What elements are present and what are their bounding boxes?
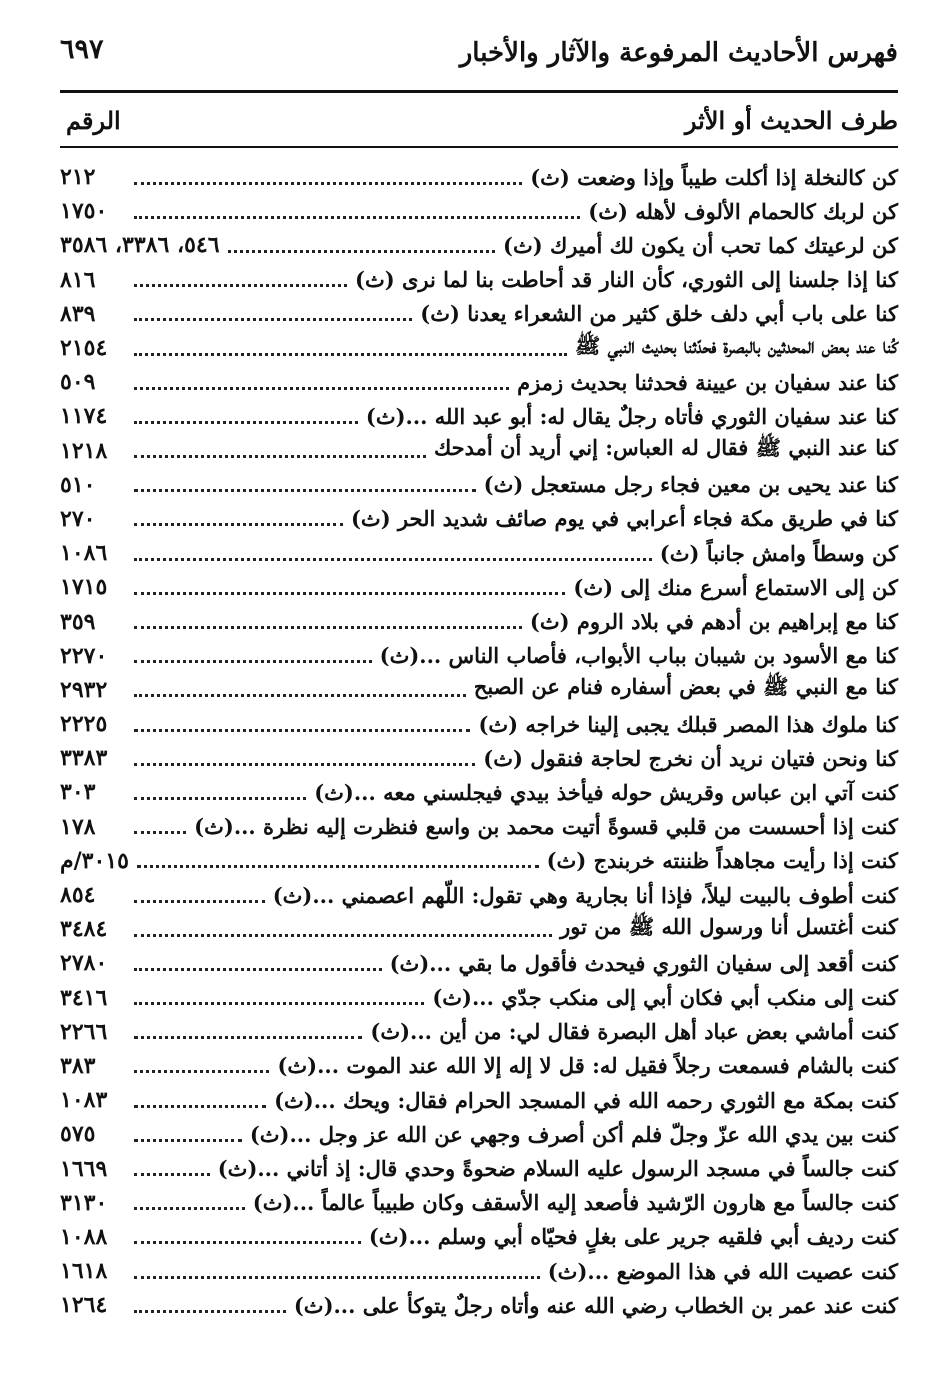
dot-leader <box>134 353 567 356</box>
dot-leader <box>134 489 476 492</box>
dot-leader <box>134 968 382 971</box>
entry-number: ١٠٨٨ <box>60 1223 108 1250</box>
entry-number: ١٢٦٤ <box>60 1292 108 1319</box>
entry-text: كنت آتي ابن عباس وقريش حوله فيأخذ بيدي فيجلسني معه ...(ث) <box>314 779 898 805</box>
entry-text: كنت جالساً مع هارون الرّشيد فأصعد إليه الأسقف وكان طبيباً عالماً ...(ث) <box>252 1190 898 1216</box>
index-entry <box>60 775 898 809</box>
entry-text: كنت إذا رأيت مجاهداً ظننته خربندج (ث) <box>546 848 898 874</box>
index-entry <box>60 160 898 194</box>
dot-leader <box>134 729 470 732</box>
dot-leader <box>134 284 347 287</box>
column-headers <box>60 100 898 140</box>
entry-text: كنت إذا أحسست من قلبي قسوةً أتيت محمد بن واسع فنظرت إليه نظرة ...(ث) <box>194 814 898 840</box>
index-entry <box>60 946 898 980</box>
entry-number: ١٧١٥ <box>60 574 108 601</box>
entry-text: كنت أغتسل أنا ورسول الله ﷺ من تور <box>560 913 898 939</box>
index-entry <box>60 502 898 536</box>
entry-number: ١٦٦٩ <box>60 1155 108 1182</box>
entry-number: ٨١٦ <box>60 266 96 293</box>
entry-number: ١١٧٤ <box>60 403 108 430</box>
entry-number: ٣٠١٥/م <box>60 847 129 874</box>
entry-text: كنا ونحن فتيان نريد أن نخرج لحاجة فنقول (ث) <box>483 745 898 771</box>
dot-leader <box>134 455 426 458</box>
dot-leader <box>134 900 265 903</box>
index-entry <box>60 981 898 1015</box>
dot-leader <box>134 216 580 219</box>
entry-text: كن لرعيتك كما تحب أن يكون لك أميرك (ث) <box>503 232 898 258</box>
index-entry <box>60 1220 898 1254</box>
index-entry <box>60 741 898 775</box>
entry-text: كنت أقعد إلى سفيان الثوري فيحدث فأقول ما بقي ...(ث) <box>389 950 898 976</box>
index-entry <box>60 1288 898 1322</box>
dot-leader <box>134 660 372 663</box>
index-entry <box>60 1186 898 1220</box>
entry-number: ٣٨٣ <box>60 1052 96 1079</box>
dot-leader <box>134 421 358 424</box>
entry-number: ١٧٨ <box>60 813 96 840</box>
entry-number: ٨٣٩ <box>60 300 96 327</box>
text-column-header: طرف الحديث أو الأثر <box>684 106 898 135</box>
entry-text: كنا عند سفيان بن عيينة فحدثنا بحديث زمزم <box>517 369 898 395</box>
number-column-header: الرقم <box>66 106 121 135</box>
index-entry <box>60 1049 898 1083</box>
entry-text: كنا على باب أبي دلف خلق كثير من الشعراء يعدنا (ث) <box>420 301 898 327</box>
entry-text: كنت بمكة مع الثوري رحمه الله في المسجد الحرام فقال: ويحك ...(ث) <box>274 1087 898 1113</box>
dot-leader <box>134 626 522 629</box>
dot-leader <box>134 797 306 800</box>
index-entry <box>60 673 898 707</box>
entry-number: ١٠٨٦ <box>60 540 108 567</box>
index-entry <box>60 468 898 502</box>
index-entries <box>60 160 898 1322</box>
index-entry <box>60 844 898 878</box>
entry-text: كنا مع إبراهيم بن أدهم في بلاد الروم (ث) <box>529 609 898 635</box>
dot-leader <box>134 558 652 561</box>
index-entry <box>60 228 898 262</box>
dot-leader <box>134 1310 286 1313</box>
dot-leader <box>134 592 565 595</box>
dot-leader <box>134 1276 540 1279</box>
index-entry <box>60 399 898 433</box>
index-entry <box>60 1117 898 1151</box>
entry-text: كنا عند النبي ﷺ فقال له العباس: إني أريد أن أمدحك <box>433 435 898 461</box>
column-header-rule <box>60 146 898 148</box>
index-entry <box>60 1254 898 1288</box>
entry-number: ١٦١٨ <box>60 1258 108 1285</box>
page-number: ٦٩٧ <box>60 34 104 65</box>
index-entry <box>60 1015 898 1049</box>
entry-number: ٣٠٣ <box>60 779 96 806</box>
index-entry <box>60 878 898 912</box>
entry-text: كنت عصيت الله في هذا الموضع ...(ث) <box>547 1258 898 1284</box>
entry-number: ٥٤٦، ٣٣٨٦، ٣٥٨٦ <box>60 232 220 259</box>
header-rule <box>60 90 898 93</box>
entry-text: كنا عند سفيان الثوري فأتاه رجلٌ يقال له: أبو عبد الله ...(ث) <box>365 403 898 429</box>
dot-leader <box>134 1241 361 1244</box>
entry-text: كنا إذا جلسنا إلى الثوري، كأن النار قد أحاطت بنا لما نرى (ث) <box>355 267 898 293</box>
entry-number: ٣٣٨٣ <box>60 745 108 772</box>
entry-text: كن كالنخلة إذا أكلت طيباً وإذا وضعت (ث) <box>530 164 898 190</box>
entry-number: ٥٧٥ <box>60 1121 96 1148</box>
index-entry <box>60 365 898 399</box>
entry-text: كنا مع الأسود بن شيبان بباب الأبواب، فأصاب الناس ...(ث) <box>379 643 898 669</box>
entry-text: كُنا عند بعض المحدثين بالبصرة فحدّثنا بحديث النبي ﷺ <box>575 332 898 358</box>
entry-number: ٣٥٩ <box>60 608 96 635</box>
dot-leader <box>134 831 186 834</box>
entry-number: ٨٥٤ <box>60 882 96 909</box>
index-entry <box>60 263 898 297</box>
entry-text: كنت جالساً في مسجد الرسول عليه السلام ضحوةً وحدي قال: إذ أتاني ...(ث) <box>217 1156 898 1182</box>
entry-text: كن لربك كالحمام الألوف لأهله (ث) <box>588 198 898 224</box>
entry-text: كنت أطوف بالبيت ليلاً، فإذا أنا بجارية وهي تقول: اللّهم اعصمني ...(ث) <box>272 882 898 908</box>
index-entry <box>60 604 898 638</box>
entry-number: ٢٧٠ <box>60 505 96 532</box>
entry-text: كنت بين يدي الله عزّ وجلّ فلم أكن أصرف وجهي عن الله عز وجل ...(ث) <box>249 1121 898 1147</box>
dot-leader <box>134 1002 424 1005</box>
entry-text: كنت عند عمر بن الخطاب رضي الله عنه وأتاه رجلٌ يتوكأ على ...(ث) <box>293 1292 898 1318</box>
index-entry <box>60 639 898 673</box>
entry-number: ٥٠٩ <box>60 369 96 396</box>
index-entry <box>60 536 898 570</box>
index-entry <box>60 194 898 228</box>
dot-leader <box>134 523 343 526</box>
index-entry <box>60 297 898 331</box>
entry-number: ٢٩٣٢ <box>60 676 108 703</box>
entry-number: ٢٢٢٥ <box>60 711 108 738</box>
entry-number: ٢١٥٤ <box>60 335 108 362</box>
dot-leader <box>134 934 552 937</box>
index-entry <box>60 912 898 946</box>
index-entry <box>60 434 898 468</box>
entry-text: كنت أماشي بعض عباد أهل البصرة فقال لي: من أين ...(ث) <box>370 1019 898 1045</box>
entry-number: ٢٢٧٠ <box>60 642 108 669</box>
entry-text: كنا ملوك هذا المصر قبلك يجبى إلينا خراجه (ث) <box>478 711 898 737</box>
dot-leader <box>134 694 466 697</box>
index-entry <box>60 570 898 604</box>
entry-number: ٣٤٨٤ <box>60 916 108 943</box>
index-entry <box>60 331 898 365</box>
dot-leader <box>134 1139 242 1142</box>
entry-text: كن وسطاً وامش جانباً (ث) <box>659 540 898 566</box>
index-entry <box>60 707 898 741</box>
entry-text: كنت بالشام فسمعت رجلاً فقيل له: قل لا إله إلا الله عند الموت ...(ث) <box>277 1053 898 1079</box>
entry-text: كنت إلى منكب أبي فكان أبي إلى منكب جدّي ...(ث) <box>432 985 898 1011</box>
entry-number: ٣٤١٦ <box>60 984 108 1011</box>
dot-leader <box>134 1207 245 1210</box>
entry-text: كنا عند يحيى بن معين فجاء رجل مستعجل (ث) <box>483 472 898 498</box>
dot-leader <box>134 1070 269 1073</box>
dot-leader <box>228 250 496 253</box>
dot-leader <box>134 1105 266 1108</box>
dot-leader <box>134 1036 362 1039</box>
running-head <box>60 30 898 82</box>
entry-number: ٢١٢ <box>60 164 96 191</box>
dot-leader <box>137 865 539 868</box>
entry-text: كنت رديف أبي فلقيه جرير على بغلٍ فحيّاه أبي وسلم ...(ث) <box>368 1224 898 1250</box>
index-entry <box>60 810 898 844</box>
dot-leader <box>134 182 522 185</box>
dot-leader <box>134 387 509 390</box>
entry-number: ١٢١٨ <box>60 437 108 464</box>
dot-leader <box>134 1173 210 1176</box>
entry-number: ٢٢٦٦ <box>60 1018 108 1045</box>
running-title: فهرس الأحاديث المرفوعة والآثار والأخبار <box>459 38 898 68</box>
entry-text: كن إلى الاستماع أسرع منك إلى (ث) <box>573 574 898 600</box>
entry-text: كنا مع النبي ﷺ في بعض أسفاره فنام عن الصبح <box>473 674 898 700</box>
entry-number: ١٠٨٣ <box>60 1087 108 1114</box>
entry-number: ١٧٥٠ <box>60 198 108 225</box>
entry-number: ٢٧٨٠ <box>60 950 108 977</box>
entry-number: ٥١٠ <box>60 471 96 498</box>
entry-text: كنا في طريق مكة فجاء أعرابي في يوم صائف شديد الحر (ث) <box>350 506 898 532</box>
dot-leader <box>134 763 475 766</box>
dot-leader <box>134 318 412 321</box>
index-entry <box>60 1083 898 1117</box>
entry-number: ٣١٣٠ <box>60 1189 108 1216</box>
index-entry <box>60 1151 898 1185</box>
